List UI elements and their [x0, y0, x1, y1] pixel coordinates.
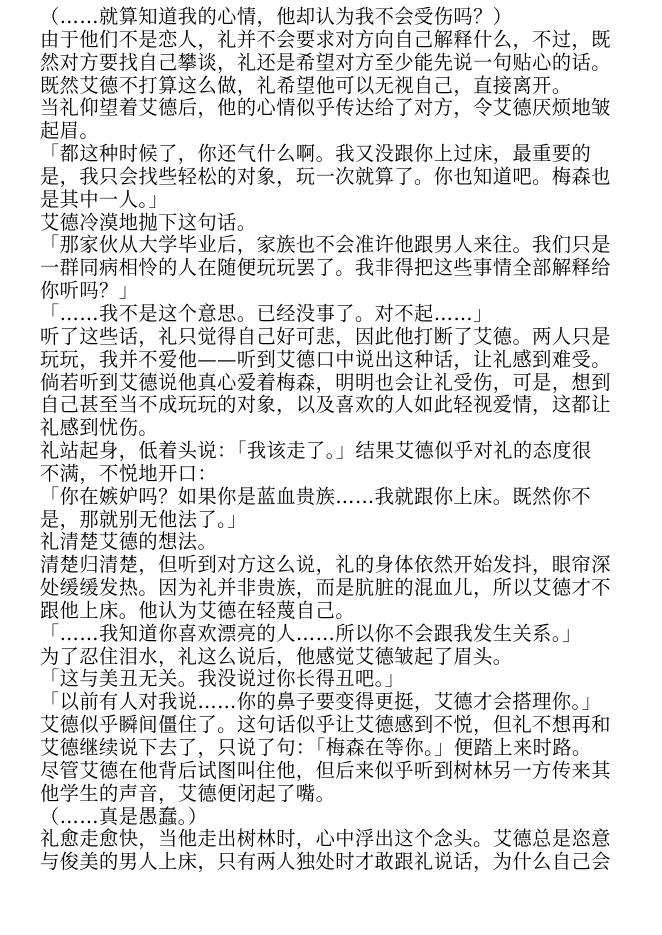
text-line: 艾德似乎瞬间僵住了。这句话似乎让艾德感到不悦，但礼不想再和	[40, 714, 611, 737]
text-line: 跟他上床。他认为艾德在轻蔑自己。	[40, 599, 355, 622]
text-line: 礼清楚艾德的想法。	[40, 531, 218, 554]
text-line: 由于他们不是恋人，礼并不会要求对方向自己解释什么，不过，既	[40, 28, 611, 51]
text-line: 「都这种时候了，你还气什么啊。我又没跟你上过床，最重要的	[40, 143, 592, 166]
text-line: 是，那就别无他法了。」	[40, 508, 247, 531]
text-line: 是，我只会找些轻松的对象，玩一次就算了。你也知道吧。梅森也	[40, 165, 611, 188]
text-line: 当礼仰望着艾德后，他的心情似乎传达给了对方，令艾德厌烦地皱	[40, 97, 611, 120]
text-line: 「……我知道你喜欢漂亮的人……所以你不会跟我发生关系。」	[40, 622, 582, 645]
text-line: 礼感到忧伤。	[40, 417, 159, 440]
text-line: 清楚归清楚，但听到对方这么说，礼的身体依然开始发抖，眼帘深	[40, 554, 611, 577]
text-line: （……就算知道我的心情，他却认为我不会受伤吗？）	[40, 6, 513, 28]
text-line: 礼站起身，低着头说：「我该走了。」结果艾德似乎对礼的态度很	[40, 440, 592, 463]
text-line: 自己甚至当不成玩玩的对象，以及喜欢的人如此轻视爱情，这都让	[40, 394, 611, 417]
text-line: 你听吗？」	[40, 280, 139, 303]
text-line: 「那家伙从大学毕业后，家族也不会准许他跟男人来往。我们只是	[40, 234, 611, 257]
text-line: 是其中一人。」	[40, 188, 169, 211]
text-line: 尽管艾德在他背后试图叫住他，但后来似乎听到树林另一方传来其	[40, 759, 611, 782]
text-line: 他学生的声音，艾德便闭起了嘴。	[40, 782, 336, 805]
text-line: 然对方要找自己攀谈，礼还是希望对方至少能先说一句贴心的话。	[40, 51, 611, 74]
text-line: 艾德冷漠地抛下这句话。	[40, 211, 257, 234]
text-line: 「你在嫉妒吗？如果你是蓝血贵族……我就跟你上床。既然你不	[40, 485, 592, 508]
text-line: 倘若听到艾德说他真心爱着梅森，明明也会让礼受伤，可是，想到	[40, 371, 611, 394]
text-line: 艾德继续说下去了，只说了句：「梅森在等你。」便踏上来时路。	[40, 737, 592, 759]
text-line: 为了忍住泪水，礼这么说后，他感觉艾德皱起了眉头。	[40, 645, 513, 668]
text-line: 不满，不悦地开口：	[40, 462, 218, 485]
text-line: 玩玩，我并不爱他——听到艾德口中说出这种话，让礼感到难受。	[40, 348, 611, 371]
text-line: 「以前有人对我说……你的鼻子要变得更挺，艾德才会搭理你。」	[40, 691, 602, 714]
text-line: 起眉。	[40, 120, 100, 143]
text-line: （……真是愚蠢。）	[40, 805, 208, 828]
text-line: 「……我不是这个意思。已经没事了。对不起……」	[40, 302, 493, 325]
text-line: 与俊美的男人上床，只有两人独处时才敢跟礼说话，为什么自己会	[40, 851, 611, 874]
text-line: 一群同病相怜的人在随便玩玩罢了。我非得把这些事情全部解释给	[40, 257, 611, 280]
text-line: 听了这些话，礼只觉得自己好可悲，因此他打断了艾德。两人只是	[40, 325, 611, 348]
text-line: 处缓缓发热。因为礼并非贵族，而是肮脏的混血儿，所以艾德才不	[40, 577, 611, 600]
text-line: 「这与美丑无关。我没说过你长得丑吧。」	[40, 668, 405, 691]
text-line: 既然艾德不打算这么做，礼希望他可以无视自己，直接离开。	[40, 74, 572, 97]
text-line: 礼愈走愈快，当他走出树林时，心中浮出这个念头。艾德总是恣意	[40, 828, 611, 851]
